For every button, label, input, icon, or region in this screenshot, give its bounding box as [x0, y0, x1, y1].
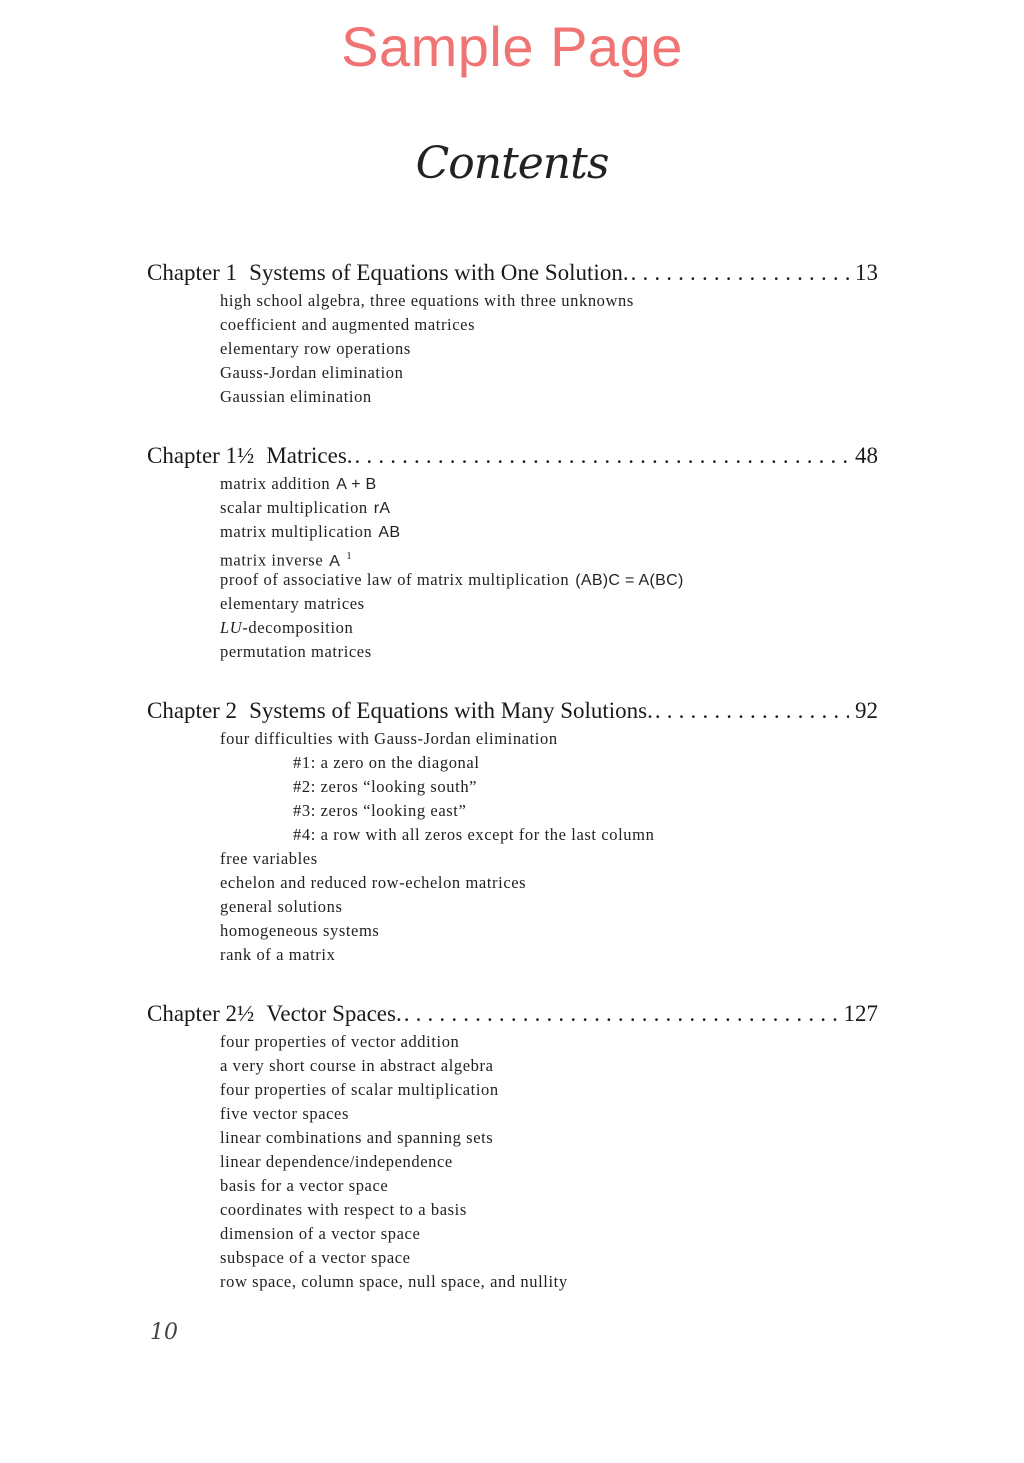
subtopic-item: #3: zeros “looking east”: [293, 801, 467, 820]
topic-item: free variables: [220, 849, 318, 868]
topic-list: [147, 1030, 878, 1294]
topic-item: [220, 616, 878, 640]
chapter-page: 127: [843, 1001, 878, 1026]
topic-item: linear combinations and spanning sets: [220, 1128, 494, 1147]
topic-item: homogeneous systems: [220, 921, 380, 940]
topic-list: [147, 289, 878, 409]
subtopic-item: #4: a row with all zeros except for the last column: [293, 825, 655, 844]
chapter-title: Matrices.: [266, 443, 353, 468]
dot-leader: [404, 997, 838, 1030]
topic-text: matrix multiplication: [220, 522, 373, 541]
chapter-1-half-entry[interactable]: [147, 439, 878, 472]
formula: A + B: [336, 476, 377, 493]
chapter-number: Chapter 2½: [147, 1001, 255, 1026]
topic-item: Gaussian elimination: [220, 387, 372, 406]
chapter-title: Systems of Equations with One Solution.: [249, 260, 629, 285]
topic-item: elementary matrices: [220, 594, 365, 613]
formula: AB: [378, 524, 401, 541]
page-number: 10: [150, 1320, 178, 1345]
chapter-2-half: [147, 997, 878, 1294]
topic-text: scalar multiplication: [220, 498, 368, 517]
subtopic-item: #1: a zero on the diagonal: [293, 753, 480, 772]
topic-text: matrix inverse: [220, 550, 324, 570]
topic-item: row space, column space, null space, and nullity: [220, 1272, 568, 1291]
topic-item: [220, 544, 878, 568]
chapter-title: Systems of Equations with Many Solutions.: [249, 698, 653, 723]
topic-item: a very short course in abstract algebra: [220, 1056, 494, 1075]
lu-prefix: LU: [220, 618, 243, 637]
chapter-1: [147, 256, 878, 409]
topic-item: echelon and reduced row-echelon matrices: [220, 873, 527, 892]
topic-item: [220, 568, 878, 592]
formula: A: [329, 552, 341, 570]
topic-item: Gauss-Jordan elimination: [220, 363, 404, 382]
topic-text: -decomposition: [242, 618, 354, 637]
topic-item: four difficulties with Gauss-Jordan elimination: [220, 729, 558, 748]
sample-page-watermark: Sample Page: [341, 15, 683, 78]
chapter-page: 48: [855, 443, 878, 468]
chapter-page: 13: [855, 260, 878, 285]
topic-list: [147, 472, 878, 664]
topic-list: [147, 727, 878, 967]
contents-heading: Contents: [415, 138, 609, 189]
topic-item: coefficient and augmented matrices: [220, 315, 476, 334]
topic-item: basis for a vector space: [220, 1176, 389, 1195]
dot-leader: [631, 256, 849, 289]
topic-item: permutation matrices: [220, 642, 372, 661]
formula: (AB)C = A(BC): [575, 572, 684, 589]
table-of-contents: [147, 256, 878, 1324]
topic-item: subspace of a vector space: [220, 1248, 411, 1267]
topic-text: matrix addition: [220, 474, 331, 493]
topic-item: four properties of scalar multiplication: [220, 1080, 499, 1099]
topic-item: general solutions: [220, 897, 343, 916]
topic-item: [220, 520, 878, 544]
topic-item: dimension of a vector space: [220, 1224, 421, 1243]
superscript: 1: [346, 550, 353, 562]
dot-leader: [655, 694, 849, 727]
topic-item: elementary row operations: [220, 339, 411, 358]
formula: rA: [373, 500, 391, 517]
chapter-number: Chapter 1½: [147, 443, 255, 468]
chapter-page: 92: [855, 698, 878, 723]
topic-item: high school algebra, three equations with three unknowns: [220, 291, 634, 310]
chapter-2-entry[interactable]: [147, 694, 878, 727]
topic-text: proof of associative law of matrix multiplication: [220, 570, 570, 589]
chapter-number: Chapter 1: [147, 260, 238, 285]
chapter-2-half-entry[interactable]: [147, 997, 878, 1030]
chapter-number: Chapter 2: [147, 698, 238, 723]
chapter-title: Vector Spaces.: [266, 1001, 402, 1026]
chapter-1-half: [147, 439, 878, 664]
topic-item: four properties of vector addition: [220, 1032, 460, 1051]
topic-item: five vector spaces: [220, 1104, 349, 1123]
topic-item: coordinates with respect to a basis: [220, 1200, 467, 1219]
topic-item: rank of a matrix: [220, 945, 336, 964]
topic-item: [220, 496, 878, 520]
topic-item: linear dependence/independence: [220, 1152, 453, 1171]
subtopic-item: #2: zeros “looking south”: [293, 777, 478, 796]
chapter-2: [147, 694, 878, 967]
chapter-1-entry[interactable]: [147, 256, 878, 289]
topic-item: [220, 472, 878, 496]
dot-leader: [355, 439, 849, 472]
